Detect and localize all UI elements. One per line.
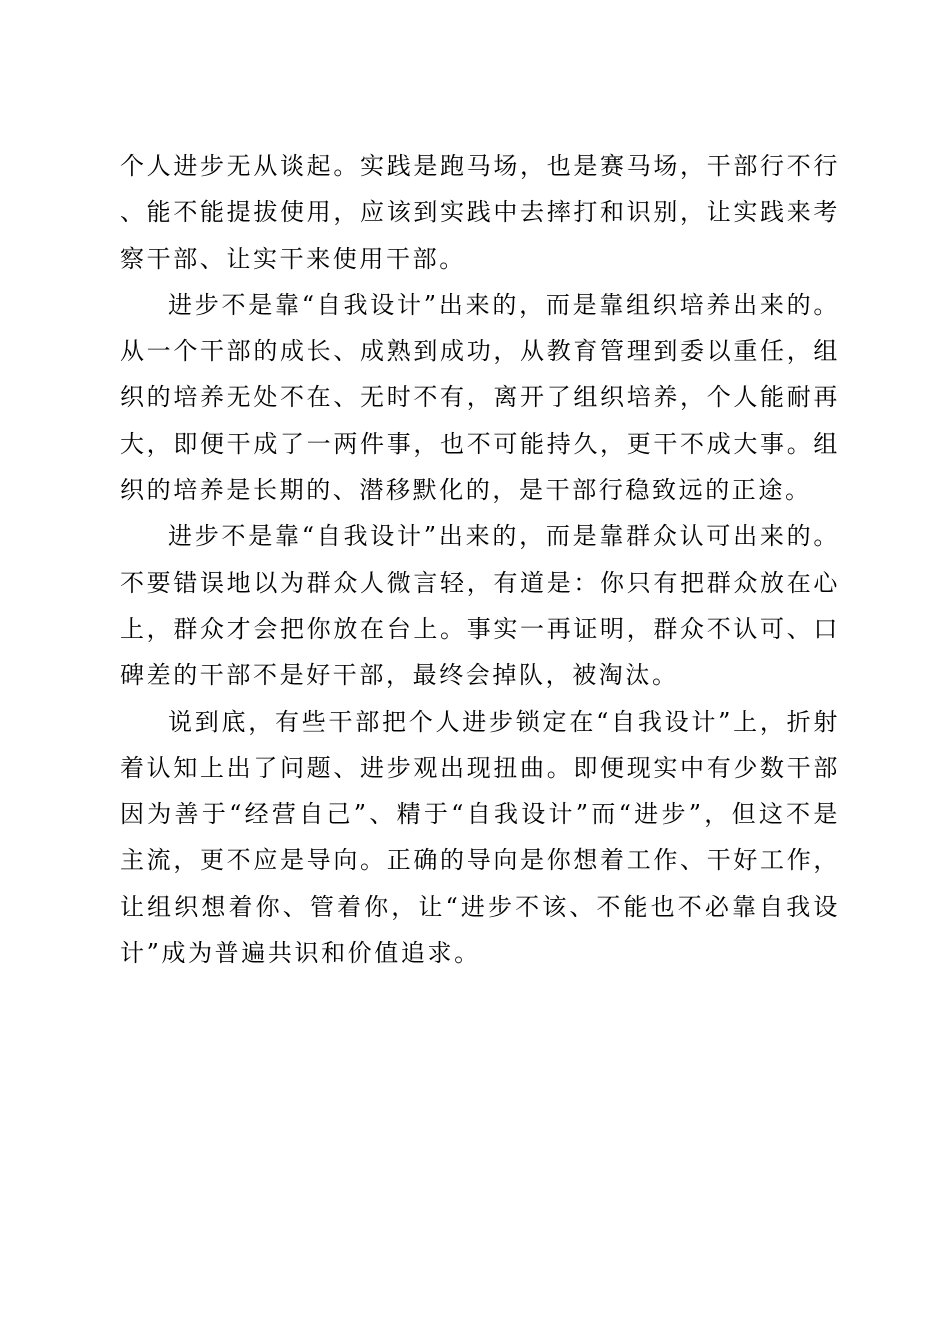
paragraph-conclusion: 说到底，有些干部把个人进步锁定在“自我设计”上，折射着认知上出了问题、进步观出现扭曲。即便现实中有少数干部因为善于“经营自己”、精于“自我设计”而“进步”，但这不是主流，更不应是导向。正确的导向是你想着工作、干好工作，让组织想着你、管着你，让“进步不该、不能也不必靠自我设计”成为普遍共识和价值追求。 [120,707,840,968]
paragraph-organization: 进步不是靠“自我设计”出来的，而是靠组织培养出来的。从一个干部的成长、成熟到成功，从教育管理到委以重任，组织的培养无处不在、无时不有，离开了组织培养，个人能耐再大，即便干成了一两件事，也不可能持久，更干不成大事。组织的培养是长期的、潜移默化的，是干部行稳致远的正途。 [120,290,840,505]
paragraph-masses: 进步不是靠“自我设计”出来的，而是靠群众认可出来的。不要错误地以为群众人微言轻，有道是：你只有把群众放在心上，群众才会把你放在台上。事实一再证明，群众不认可、口碑差的干部不是好干部，最终会掉队，被淘汰。 [120,522,840,690]
paragraph-continuation: 个人进步无从谈起。实践是跑马场，也是赛马场，干部行不行、能不能提拔使用，应该到实践中去摔打和识别，让实践来考察干部、让实干来使用干部。 [120,152,840,273]
document-body [120,143,840,976]
